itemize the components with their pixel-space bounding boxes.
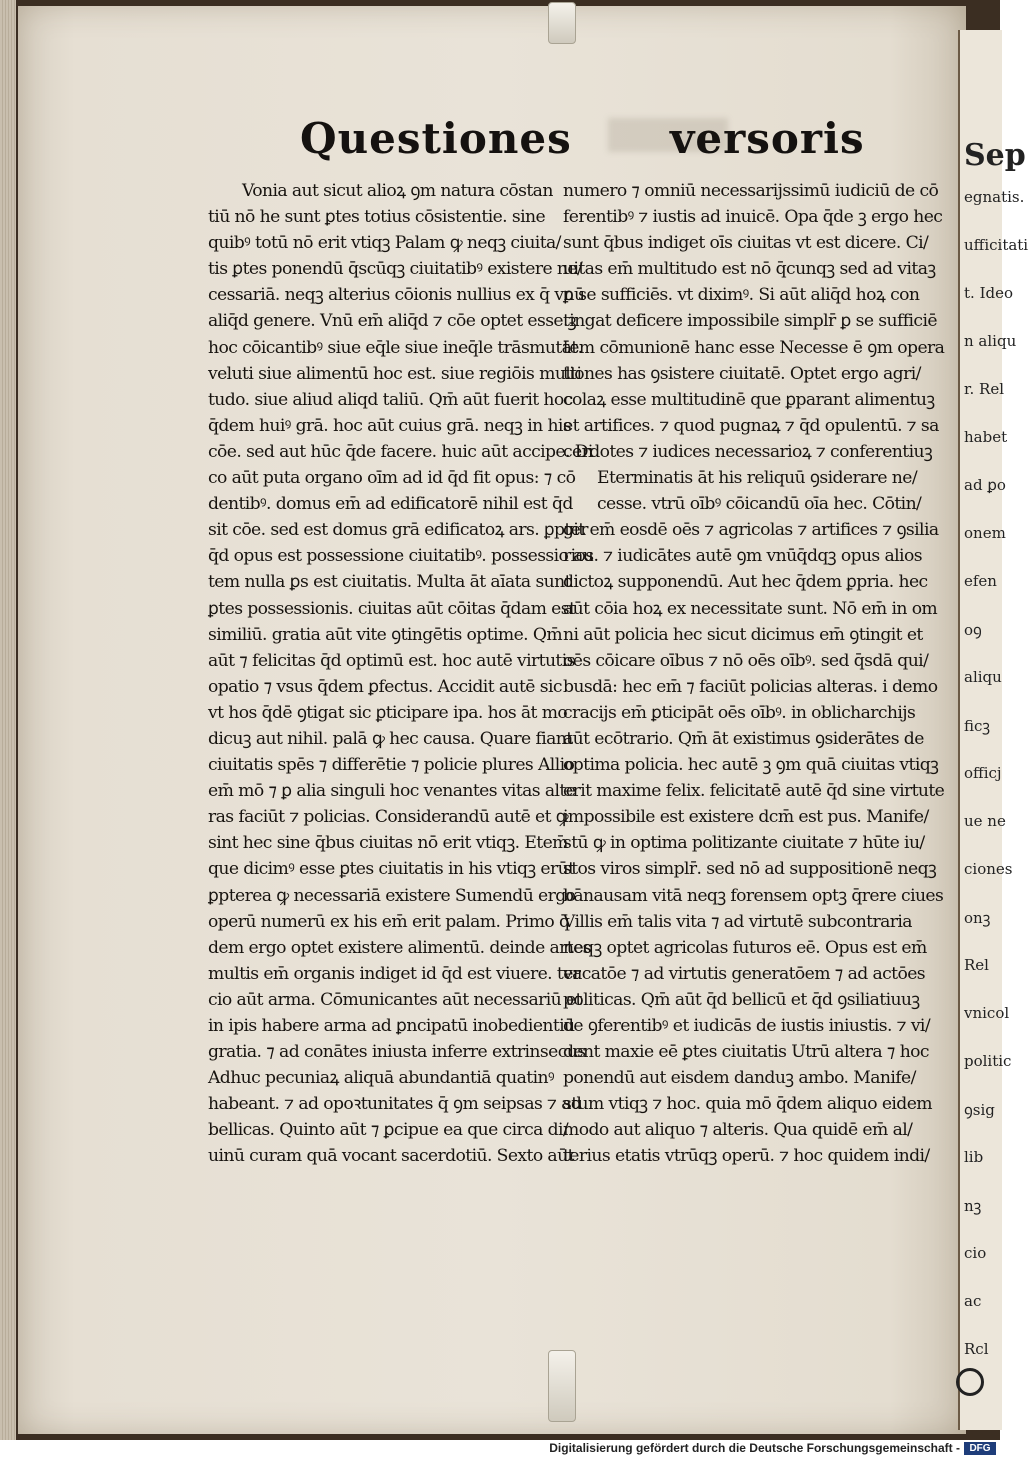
footer-credit: Digitalisierung gefördert durch die Deutsche Forschungsgemeinschaft - <box>549 1441 960 1455</box>
running-head-right: versoris <box>670 114 865 163</box>
text-line: ferentibꝰ ⁊ iustis ad inuicē. Opa q̄de ꝫ ergo hec <box>563 207 943 228</box>
text-line: impossibile est existere dcm̄ est pus. Manife/ <box>563 807 929 828</box>
facing-page-fragment: politic <box>964 1052 1012 1070</box>
text-line: quibꝰ totū nō erit vtiqꝫ Palam ꝙ neqꝫ ciuita/ <box>208 233 561 254</box>
text-line: numero ⁊ omniū necessarijssimū iudiciū de cō <box>563 181 939 201</box>
text-line: gratia. ⁊ ad conātes iniusta inferre extrinsecus <box>208 1042 586 1063</box>
text-line: bānausam vitā neqꝫ forensem optꝫ q̄rere ciues <box>563 885 944 906</box>
text-line: sit cōe. sed est domus grā edificatoꝝ ars. ꝑpter <box>208 520 588 541</box>
text-column-left <box>208 178 594 1170</box>
facing-page-fragment: t. Ideo <box>964 284 1013 302</box>
text-line: cerdotes ⁊ iudices necessarioꝝ ⁊ conferentiuꝫ <box>563 441 933 462</box>
text-line: uitas em̄ multitudo est nō q̄cunqꝫ sed ad vitaꝫ <box>563 259 936 280</box>
text-line: aūt ⁊ felicitas q̄d optimū est. hoc autē virtutis <box>208 650 575 671</box>
text-line: terius etatis vtrūqꝫ operū. ⁊ hoc quidem indi/ <box>563 1146 930 1167</box>
text-line: ciuitatis spēs ⁊ differētie ⁊ policie plures Allio <box>208 755 575 776</box>
digitization-footer <box>0 1440 1000 1458</box>
facing-page-fragment: ad ꝑo <box>964 476 1006 494</box>
text-line: similiū. gratia aūt vite ꝯtingētis optime. Qm̄ <box>208 624 563 645</box>
text-line: uinū curam quā vocant sacerdotiū. Sexto aūt <box>208 1146 574 1167</box>
text-line: ꝑtes possessionis. ciuitas aūt cōitas q̄dam est <box>208 598 576 619</box>
text-line: em̄ mō ⁊ ꝑ alia singuli hoc venantes vitas alte <box>208 781 576 802</box>
text-line: aliq̄d genere. Vnū em̄ aliq̄d ⁊ cōe optet esse.ꝫ <box>208 311 577 332</box>
text-line: cōe. sed aut hūc q̄de facere. huic aūt accipe. Di <box>208 441 593 462</box>
facing-page-fragment: aliqu <box>964 668 1002 686</box>
text-line: politicas. Qm̄ aūt q̄d bellicū et q̄d ꝯsiliatiuuꝫ <box>563 989 920 1010</box>
facing-page-fragment: cio <box>964 1244 987 1262</box>
facing-page-fragment: nꝫ <box>964 1197 982 1215</box>
text-line: erit maxime felix. felicitatē autē q̄d sine virtute <box>563 781 945 802</box>
text-line: operū numerū ex his em̄ erit palam. Primo q̄ <box>208 911 570 932</box>
text-line: vacatōe ⁊ ad virtutis generatōem ⁊ ad actōes <box>563 963 926 984</box>
text-line: dem ergo optet existere alimentū. deinde artes <box>208 937 591 958</box>
text-line: ras faciūt ⁊ policias. Considerandū autē et ꝙ <box>208 807 569 828</box>
text-line: cesse. vtrū oībꝰ cōicandū oīa hec. Cōtin/ <box>597 494 922 515</box>
text-line: aūt ecōtrario. Qm̄ āt existimus ꝯsiderātes de <box>563 728 924 749</box>
text-line: stum vtiqꝫ ⁊ hoc. quia mō q̄dem aliquo eidem <box>563 1094 932 1115</box>
text-line: cio aūt arma. Cōmunicantes aūt necessariū et <box>208 989 582 1010</box>
page-stack-edge <box>0 0 16 1440</box>
text-line: tem nulla ꝑs est ciuitatis. Multa āt aīata sunt <box>208 572 571 593</box>
facing-page-fragment: Rel <box>964 956 989 974</box>
facing-page-fragment: vnicol <box>964 1004 1010 1022</box>
facing-page-fragment: lib <box>964 1148 984 1166</box>
text-line: sint hec sine q̄bus ciuitas nō erit vtiqꝫ. Etem̄ <box>208 833 568 854</box>
text-line: de ꝯferentibꝰ et iudicās de iustis iniustis. ⁊ vi/ <box>563 1016 931 1036</box>
text-line: que dicimꝰ esse ꝑtes ciuitatis in his vtiqꝫ erūt <box>208 859 575 880</box>
text-line: git em̄ eosdē oēs ⁊ agricolas ⁊ artifices ⁊ ꝯsilia <box>563 520 939 541</box>
text-line: co aūt puta organo oīm ad id q̄d fit opus: ⁊ cō <box>208 468 576 489</box>
text-line: rios. ⁊ iudicātes autē ꝯm vnūq̄dqꝫ opus alios <box>563 546 922 567</box>
text-line: Vonia aut sicut alioꝝ ꝯm natura cōstan <box>242 181 553 201</box>
text-line: sunt q̄bus indiget oīs ciuitas vt est dicere. Ci/ <box>563 233 929 254</box>
text-line: ꝑ se sufficiēs. vt diximꝰ. Si aūt aliq̄d hoꝝ con <box>563 285 920 306</box>
text-line: cessariā. neqꝫ alterius cōionis nullius ex q̄ vnū <box>208 285 585 306</box>
facing-page-fragment: ciones <box>964 860 1013 878</box>
text-line: oēs cōicare oībus ⁊ nō oēs oībꝰ. sed q̄sdā qui/ <box>563 650 929 671</box>
text-line: et artifices. ⁊ quod pugnaꝝ ⁊ q̄d opulentū. ⁊ sa <box>563 415 939 436</box>
text-line: tudo. siue aliud aliqd taliū. Qm̄ aūt fuerit hoc <box>208 389 573 410</box>
text-line: tem cōmunionē hanc esse Necesse ē ꝯm opera <box>563 337 945 358</box>
text-line: q̄dem huiꝰ grā. hoc aūt cuius grā. neqꝫ in his <box>208 415 572 436</box>
facing-page-fragment: ꝯsig <box>964 1101 995 1119</box>
text-line: neqꝫ optet agricolas futuros eē. Opus est em̄ <box>563 937 927 958</box>
text-line: vt hos q̄dē ꝯtigat sic ꝑticipare ipa. hos āt mo <box>208 702 568 723</box>
facing-page-fragment: ficꝫ <box>964 717 991 735</box>
page-clip-top <box>548 2 576 44</box>
text-line: multis em̄ organis indiget id q̄d est viuere. ter <box>208 963 581 984</box>
text-line: habeant. ⁊ ad opoꝛtunitates q̄ ꝯm seipsas ⁊ ad <box>208 1094 582 1115</box>
text-column-right <box>563 178 945 1170</box>
facing-page-fragment: onem <box>964 524 1006 542</box>
book-page <box>18 6 966 1434</box>
facing-page-fragment: ue ne <box>964 812 1006 830</box>
facing-page-edge <box>958 30 1028 1430</box>
text-line: veluti siue alimentū hoc est. siue regiōis multi <box>208 363 582 384</box>
text-line: ponendū aut eisdem danduꝫ ambo. Manife/ <box>563 1068 916 1089</box>
facing-page-fragment: Rcl <box>964 1340 989 1358</box>
text-line: stos viros simplr̄. sed nō ad suppositionē neqꝫ <box>563 859 937 880</box>
text-line: opatio ⁊ vsus q̄dem ꝑfectus. Accidit autē sic <box>208 676 562 697</box>
dfg-logo-icon: DFG <box>964 1442 996 1455</box>
facing-page-fragment: Sep <box>964 138 1026 173</box>
text-line: dent maxie eē ꝑtes ciuitatis Utrū altera ⁊ hoc <box>563 1042 929 1063</box>
text-line: dictoꝝ supponendū. Aut hec q̄dem ꝑpria. hec <box>563 572 928 593</box>
facing-page-fragment: habet <box>964 428 1008 446</box>
text-line: hoc cōicantibꝰ siue eq̄le siue ineq̄le trāsmutāt. <box>208 337 583 358</box>
text-line: Adhuc pecuniaꝝ aliquā abundantiā quatinꝰ <box>208 1068 554 1089</box>
facing-page-fragment: ufficitati <box>964 236 1028 254</box>
text-line: tis ꝑtes ponendū q̄scūqꝫ ciuitatibꝰ existere ne/ <box>208 259 583 280</box>
facing-page-fragment: officj <box>964 764 1002 782</box>
text-line: tiū nō he sunt ꝑtes totius cōsistentie. sine <box>208 207 546 228</box>
text-line: colaꝝ esse multitudinē que ꝑparant alimentuꝫ <box>563 389 935 410</box>
facing-page-fragment: n aliqu <box>964 332 1017 350</box>
ring-mark <box>956 1368 984 1396</box>
text-line: tingat deficere impossibile simplr̄ ꝑ se sufficiē <box>563 311 937 332</box>
text-line: bellicas. Quinto aūt ⁊ ꝑcipue ea que circa di/ <box>208 1120 569 1141</box>
text-line: ni aūt policia hec sicut dicimus em̄ ꝯtingit et <box>563 624 923 645</box>
text-line: in ipis habere arma ad ꝑncipatū inobedientiū <box>208 1016 575 1036</box>
text-line: Villis em̄ talis vita ⁊ ad virtutē subcontraria <box>563 911 912 932</box>
text-line: ꝑpterea ꝙ necessariā existere Sumendū ergo <box>208 885 576 906</box>
facing-page-fragment: egnatis. <box>964 188 1025 206</box>
text-line: busdā: hec em̄ ⁊ faciūt policias alteras. i demo <box>563 676 938 697</box>
text-line: optima policia. hec autē ꝫ ꝯm quā ciuitas vtiqꝫ <box>563 755 939 776</box>
text-line: stū ꝙ in optima politizante ciuitate ⁊ hūte iu/ <box>563 833 925 854</box>
facing-page-fragment: ac <box>964 1292 982 1310</box>
text-line: modo aut aliquo ⁊ alteris. Qua quidē em̄ al/ <box>563 1120 913 1141</box>
text-line: q̄d opus est possessione ciuitatibꝰ. possessio au <box>208 546 594 567</box>
facing-page-fragment: r. Rel <box>964 380 1005 398</box>
running-head-left: Questiones <box>300 114 572 163</box>
facing-page-fragment: onꝫ <box>964 909 991 927</box>
page-clip-bottom <box>548 1350 576 1422</box>
text-line: Eterminatis āt his reliquū ꝯsiderare ne/ <box>597 468 918 489</box>
text-line: dicuꝫ aut nihil. palā ꝙ hec causa. Quare fiant <box>208 728 573 749</box>
text-line: dentibꝰ. domus em̄ ad edificatorē nihil est q̄d <box>208 494 573 515</box>
facing-page-fragment: oꝯ <box>964 621 982 639</box>
text-line: tiones has ꝯsistere ciuitatē. Optet ergo agri/ <box>563 363 921 384</box>
text-line: aūt cōia hoꝝ ex necessitate sunt. Nō em̄ in om <box>563 598 938 619</box>
text-line: cracijs em̄ ꝑticipāt oēs oībꝰ. in oblicharchijs <box>563 702 916 723</box>
running-head <box>18 114 966 174</box>
facing-page-fragment: efen <box>964 572 997 590</box>
